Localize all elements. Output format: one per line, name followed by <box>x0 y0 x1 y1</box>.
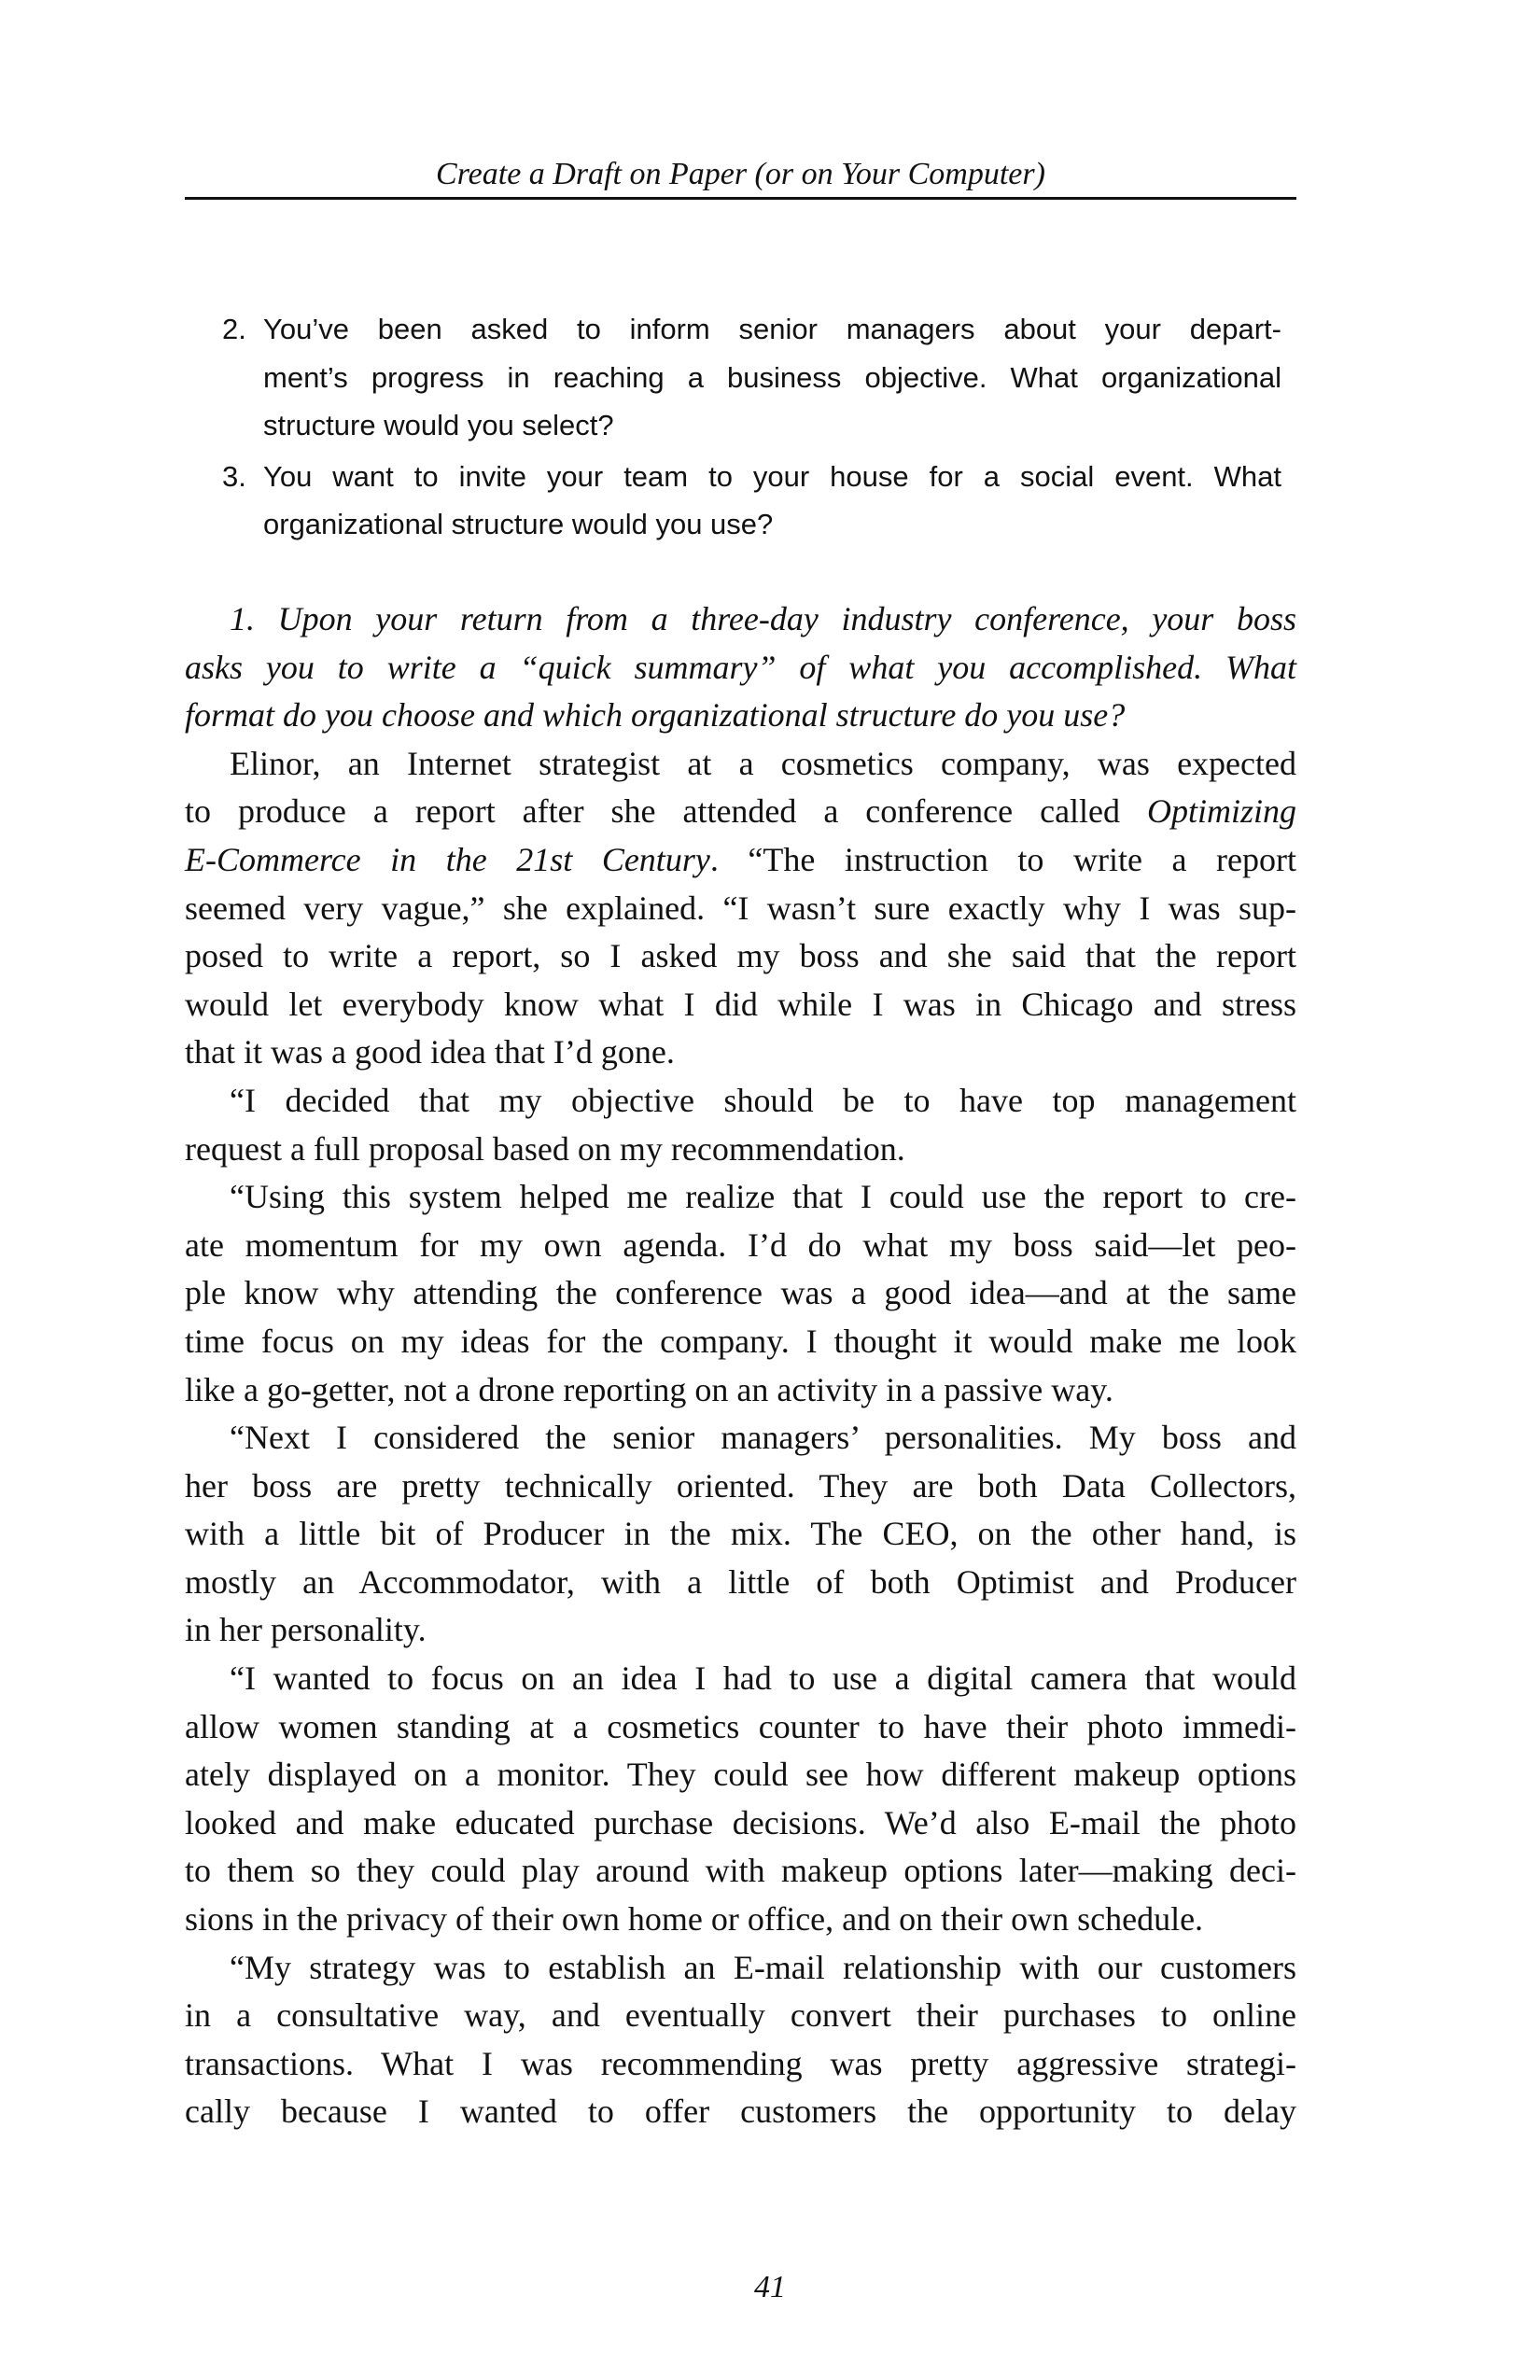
text-run: . “The instruction to write a report <box>709 840 1296 878</box>
body-text <box>185 595 1296 2136</box>
text-run: seemed very vague,” she explained. “I wasn’t sure exactly why I was sup- <box>185 889 1296 927</box>
text-run: with a little bit of Producer in the mix. The CEO, on the other hand, is <box>185 1515 1296 1553</box>
text-line <box>185 981 1296 1029</box>
text-run: like a go-getter, not a drone reporting on an activity in a passive way. <box>185 1370 1113 1408</box>
list-item-number: 2. <box>222 313 246 345</box>
text-run: transactions. What I was recommending was pretty aggressive strategi- <box>185 2044 1296 2082</box>
text-line <box>185 1896 1296 1944</box>
text-run: “Using this system helped me realize that I could use the report to cre- <box>230 1178 1296 1216</box>
italic-text: Optimizing <box>1146 792 1296 831</box>
paragraph <box>185 1414 1296 1655</box>
text-line <box>185 932 1296 981</box>
text-line: ment’s progress in reaching a business objective. What organizational <box>263 360 1281 394</box>
text-line <box>185 1463 1296 1511</box>
exercise-list <box>222 305 1281 549</box>
text-line <box>185 885 1296 933</box>
text-run: time focus on my ideas for the company. I thought it would make me look <box>185 1322 1296 1360</box>
text-line <box>185 2040 1296 2089</box>
text-run: cally because I wanted to offer customers the opportunity to delay <box>185 2093 1296 2131</box>
italic-text: asks you to write a “quick summary” of what you accomplished. What <box>185 648 1296 686</box>
text-run: sions in the privacy of their own home or office, and on their own schedule. <box>185 1900 1204 1939</box>
text-line <box>185 1606 1296 1655</box>
text-line <box>185 1222 1296 1270</box>
text-run: to produce a report after she attended a conference called <box>185 792 1147 831</box>
list-item <box>222 305 1281 450</box>
paragraph <box>185 740 1296 1077</box>
text-line <box>185 788 1296 836</box>
page-number: 41 <box>754 2270 786 2304</box>
text-run: “I wanted to focus on an idea I had to use a digital camera that would <box>230 1659 1296 1698</box>
text-line <box>185 740 1296 789</box>
text-run: “Next I considered the senior managers’ personalities. My boss and <box>230 1419 1296 1457</box>
text-line <box>185 644 1296 693</box>
text-line <box>185 1318 1296 1366</box>
header-rule <box>185 197 1296 200</box>
list-item-number: 3. <box>222 459 246 493</box>
text-line <box>185 1559 1296 1607</box>
paragraph <box>185 1944 1296 2136</box>
text-line <box>185 1414 1296 1463</box>
text-line <box>185 1366 1296 1415</box>
text-line: You’ve been asked to inform senior managers about your depart- <box>263 313 1281 345</box>
text-run: to them so they could play around with makeup options later—making deci- <box>185 1852 1296 1890</box>
text-line <box>185 1077 1296 1126</box>
text-run: “My strategy was to establish an E-mail relationship with our customers <box>230 1948 1296 1986</box>
text-run: mostly an Accommodator, with a little of both Optimist and Producer <box>185 1562 1296 1601</box>
text-line: organizational structure would you use? <box>263 508 774 541</box>
text-line <box>185 595 1296 644</box>
italic-text: format do you choose and which organizational structure do you use? <box>185 696 1126 735</box>
text-line <box>185 1751 1296 1799</box>
paragraph <box>185 1173 1296 1414</box>
text-run: looked and make educated purchase decisions. We’d also E-mail the photo <box>185 1803 1296 1841</box>
text-line <box>185 692 1296 740</box>
text-line <box>185 1510 1296 1559</box>
text-line <box>185 1269 1296 1318</box>
text-line <box>185 1029 1296 1077</box>
text-run: posed to write a report, so I asked my boss and she said that the report <box>185 937 1296 975</box>
paragraph <box>185 1077 1296 1173</box>
text-line: You want to invite your team to your house for a social event. What <box>263 459 1281 493</box>
text-run: would let everybody know what I did while I was in Chicago and stress <box>185 985 1296 1023</box>
running-header: Create a Draft on Paper (or on Your Computer) <box>436 157 1045 191</box>
text-line <box>185 1799 1296 1848</box>
text-line <box>185 1173 1296 1222</box>
paragraph <box>185 595 1296 740</box>
text-run: in a consultative way, and eventually convert their purchases to online <box>185 1996 1296 2035</box>
text-line <box>185 836 1296 885</box>
text-run: Elinor, an Internet strategist at a cosmetics company, was expected <box>230 744 1296 782</box>
text-run: that it was a good idea that I’d gone. <box>185 1033 675 1071</box>
text-line <box>185 1944 1296 1993</box>
text-run: her boss are pretty technically oriented. They are both Data Collectors, <box>185 1466 1296 1505</box>
text-line <box>185 1655 1296 1703</box>
italic-text: E-Commerce in the 21st Century <box>185 840 710 878</box>
text-run: in her personality. <box>185 1611 427 1649</box>
text-line <box>185 1992 1296 2040</box>
text-run: ately displayed on a monitor. They could see how different makeup options <box>185 1756 1296 1794</box>
list-item <box>222 453 1281 549</box>
text-line <box>185 1126 1296 1174</box>
text-line <box>185 1847 1296 1896</box>
text-run: allow women standing at a cosmetics counter to have their photo immedi- <box>185 1707 1296 1745</box>
text-line <box>185 1703 1296 1752</box>
paragraph <box>185 1655 1296 1944</box>
italic-text: 1. Upon your return from a three-day industry conference, your boss <box>230 600 1296 637</box>
text-line <box>185 2088 1296 2136</box>
text-line: structure would you select? <box>263 409 614 442</box>
text-run: ple know why attending the conference was a good idea—and at the same <box>185 1274 1296 1312</box>
text-run: “I decided that my objective should be to have top management <box>230 1081 1296 1119</box>
text-run: ate momentum for my own agenda. I’d do what my boss said—let peo- <box>185 1225 1296 1264</box>
text-run: request a full proposal based on my recommendation. <box>185 1129 905 1168</box>
